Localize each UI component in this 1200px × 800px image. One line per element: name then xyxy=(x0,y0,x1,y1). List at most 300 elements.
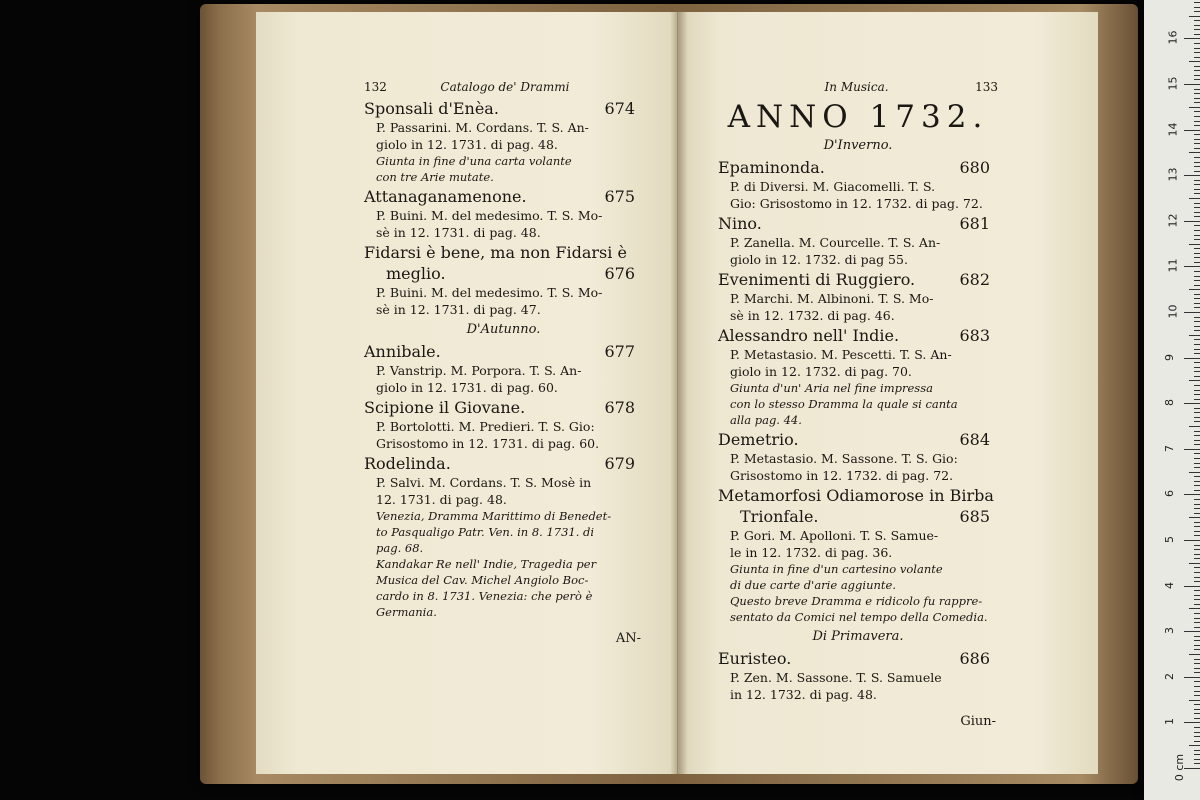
catalog-entry xyxy=(718,213,998,268)
entry-details: P. Metastasio. M. Pescetti. T. S. An- xyxy=(730,347,952,362)
entries-list xyxy=(364,98,643,318)
ruler-tick xyxy=(1194,695,1200,696)
ruler-tick xyxy=(1194,230,1200,231)
entry-title-row xyxy=(718,485,998,506)
entry-note: Germania. xyxy=(376,605,437,619)
ruler-tick xyxy=(1194,595,1200,596)
ruler-tick xyxy=(1194,431,1200,432)
ruler-tick xyxy=(1189,335,1200,336)
ruler-tick xyxy=(1194,499,1200,500)
entry-title: Alessandro nell' Indie. xyxy=(718,326,900,345)
ruler-tick xyxy=(1189,198,1200,199)
entry-details: P. Zanella. M. Courcelle. T. S. An- xyxy=(730,235,941,250)
ruler-tick xyxy=(1194,458,1200,459)
ruler-tick xyxy=(1194,303,1200,304)
entry-note: sentato da Comici nel tempo della Comedia. xyxy=(730,610,988,624)
ruler-tick xyxy=(1194,294,1200,295)
entry-details: giolo in 12. 1731. di pag. 60. xyxy=(376,380,558,395)
entry-title-cont: meglio. xyxy=(386,264,446,283)
catalog-entry xyxy=(718,157,998,212)
ruler-label: 0 cm xyxy=(1173,753,1187,782)
ruler-label: 15 xyxy=(1166,76,1180,91)
entry-note: di due carte d'arie aggiunte. xyxy=(730,578,896,592)
entry-note: Venezia, Dramma Marittimo di Benedet- xyxy=(376,509,612,523)
ruler-tick xyxy=(1194,668,1200,669)
season-heading: D'Inverno. xyxy=(823,138,893,153)
page-number: 132 xyxy=(364,80,387,94)
ruler-tick xyxy=(1184,677,1200,678)
ruler-tick xyxy=(1194,280,1200,281)
ruler-label: 16 xyxy=(1166,30,1180,45)
ruler-tick xyxy=(1194,444,1200,445)
entry-details: le in 12. 1732. di pag. 36. xyxy=(730,545,893,560)
ruler-tick xyxy=(1194,43,1200,44)
ruler-tick xyxy=(1194,526,1200,527)
entry-note: Giunta in fine d'un cartesino volante xyxy=(730,562,943,576)
catalog-entry xyxy=(718,269,998,324)
ruler-tick xyxy=(1194,79,1200,80)
ruler-tick xyxy=(1194,659,1200,660)
ruler-tick xyxy=(1194,476,1200,477)
ruler-tick xyxy=(1194,713,1200,714)
ruler-tick xyxy=(1194,162,1200,163)
ruler-tick xyxy=(1189,16,1200,17)
ruler-tick xyxy=(1184,312,1200,313)
ruler-tick xyxy=(1194,166,1200,167)
entry-number: 683 xyxy=(959,326,990,345)
ruler-tick xyxy=(1184,266,1200,267)
ruler-tick xyxy=(1194,157,1200,158)
entry-details: Grisostomo in 12. 1732. di pag. 72. xyxy=(730,468,954,483)
ruler-tick xyxy=(1194,125,1200,126)
ruler-tick xyxy=(1194,577,1200,578)
ruler-tick xyxy=(1194,7,1200,8)
ruler-tick xyxy=(1194,394,1200,395)
entry-title-continued xyxy=(364,263,643,284)
entry-number: 681 xyxy=(959,214,990,233)
ruler-tick xyxy=(1194,121,1200,122)
ruler-label: 7 xyxy=(1163,444,1176,452)
entry-title-cont: Trionfale. xyxy=(740,507,819,526)
ruler-tick xyxy=(1194,709,1200,710)
ruler-tick xyxy=(1194,11,1200,12)
catalog-entry xyxy=(718,485,998,625)
ruler-tick xyxy=(1194,189,1200,190)
ruler-tick xyxy=(1189,289,1200,290)
ruler-tick xyxy=(1194,143,1200,144)
entry-title: Nino. xyxy=(718,214,762,233)
ruler-tick xyxy=(1194,271,1200,272)
entry-details: giolo in 12. 1732. di pag. 70. xyxy=(730,364,912,379)
ruler-tick xyxy=(1194,613,1200,614)
entry-details: P. Buini. M. del medesimo. T. S. Mo- xyxy=(376,285,603,300)
ruler-tick xyxy=(1194,435,1200,436)
entry-details: P. Buini. M. del medesimo. T. S. Mo- xyxy=(376,208,603,223)
entry-title-row xyxy=(364,186,643,207)
ruler-tick xyxy=(1189,608,1200,609)
entry-details: sè in 12. 1732. di pag. 46. xyxy=(730,308,895,323)
ruler-tick xyxy=(1194,339,1200,340)
ruler-tick xyxy=(1194,66,1200,67)
ruler-tick xyxy=(1194,408,1200,409)
ruler-tick xyxy=(1194,504,1200,505)
entry-note: con lo stesso Dramma la quale si canta xyxy=(730,397,958,411)
entry-title: Scipione il Giovane. xyxy=(364,398,526,417)
ruler-tick xyxy=(1194,25,1200,26)
entry-title: Attanaganamenone. xyxy=(364,187,527,206)
entry-title-row xyxy=(718,157,998,178)
ruler-tick xyxy=(1189,745,1200,746)
ruler-tick xyxy=(1194,572,1200,573)
entry-title: Euristeo. xyxy=(718,649,792,668)
entry-title: Rodelinda. xyxy=(364,454,451,473)
ruler-tick xyxy=(1184,494,1200,495)
ruler-tick xyxy=(1184,38,1200,39)
running-title: In Musica. xyxy=(824,80,889,94)
ruler-tick xyxy=(1194,134,1200,135)
entry-note: Giunta d'un' Aria nel fine impressa xyxy=(730,381,933,395)
entry-number: 686 xyxy=(959,649,990,668)
ruler-tick xyxy=(1189,517,1200,518)
ruler-tick xyxy=(1189,152,1200,153)
entry-title-row xyxy=(718,429,998,450)
ruler-tick xyxy=(1194,531,1200,532)
entry-note: pag. 68. xyxy=(376,541,424,555)
ruler-tick xyxy=(1194,139,1200,140)
entry-note: Giunta in fine d'una carta volante xyxy=(376,154,572,168)
entry-details: P. Metastasio. M. Sassone. T. S. Gio: xyxy=(730,451,958,466)
ruler-tick xyxy=(1189,654,1200,655)
ruler-tick xyxy=(1189,700,1200,701)
catalog-entry xyxy=(718,429,998,484)
ruler-tick xyxy=(1194,750,1200,751)
ruler-label: 13 xyxy=(1166,167,1180,182)
entry-details: P. Passarini. M. Cordans. T. S. An- xyxy=(376,120,589,135)
entry-details: P. Salvi. M. Cordans. T. S. Mosè in xyxy=(376,475,592,490)
ruler-tick xyxy=(1194,171,1200,172)
running-title: Catalogo de' Drammi xyxy=(440,80,570,94)
ruler-tick xyxy=(1194,307,1200,308)
entries-list xyxy=(364,341,643,620)
ruler-tick xyxy=(1194,599,1200,600)
ruler-tick xyxy=(1194,686,1200,687)
entry-details: sè in 12. 1731. di pag. 47. xyxy=(376,302,541,317)
ruler-tick xyxy=(1194,321,1200,322)
entry-note: to Pasqualigo Patr. Ven. in 8. 1731. di xyxy=(376,525,595,539)
entry-title: Sponsali d'Enèa. xyxy=(364,99,499,118)
ruler-tick xyxy=(1184,358,1200,359)
ruler-tick xyxy=(1194,116,1200,117)
ruler-tick xyxy=(1194,70,1200,71)
entry-number: 674 xyxy=(604,99,635,118)
ruler-tick xyxy=(1189,472,1200,473)
entry-number: 675 xyxy=(604,187,635,206)
ruler-tick xyxy=(1194,649,1200,650)
ruler-tick xyxy=(1184,221,1200,222)
entry-number: 679 xyxy=(604,454,635,473)
ruler-tick xyxy=(1194,262,1200,263)
ruler-tick xyxy=(1194,20,1200,21)
ruler-tick xyxy=(1194,225,1200,226)
entry-details: P. Gori. M. Apolloni. T. S. Samue- xyxy=(730,528,939,543)
ruler-tick xyxy=(1194,604,1200,605)
ruler-tick xyxy=(1194,421,1200,422)
ruler-tick xyxy=(1194,663,1200,664)
entry-number: 676 xyxy=(604,264,635,283)
ruler-tick xyxy=(1194,513,1200,514)
ruler-tick xyxy=(1184,722,1200,723)
entry-title-row xyxy=(718,213,998,234)
catalog-entry xyxy=(364,397,643,452)
entry-details: P. Marchi. M. Albinoni. T. S. Mo- xyxy=(730,291,934,306)
page-header xyxy=(364,80,643,98)
catalog-entry xyxy=(364,186,643,241)
entry-number: 680 xyxy=(959,158,990,177)
ruler-tick xyxy=(1194,248,1200,249)
ruler-tick xyxy=(1194,704,1200,705)
ruler-tick xyxy=(1184,631,1200,632)
entry-number: 678 xyxy=(604,398,635,417)
ruler-tick xyxy=(1194,93,1200,94)
entry-title-row xyxy=(718,648,998,669)
season-heading: Di Primavera. xyxy=(812,629,904,644)
entry-title-continued xyxy=(718,506,998,527)
ruler-tick xyxy=(1194,257,1200,258)
ruler-tick xyxy=(1194,645,1200,646)
ruler-tick xyxy=(1194,622,1200,623)
catalog-entry xyxy=(364,242,643,318)
ruler-tick xyxy=(1194,29,1200,30)
entry-note: con tre Arie mutate. xyxy=(376,170,494,184)
ruler-tick xyxy=(1194,754,1200,755)
ruler-tick xyxy=(1194,399,1200,400)
ruler-tick xyxy=(1194,317,1200,318)
ruler-label: 10 xyxy=(1166,304,1180,319)
entry-title-row xyxy=(718,325,998,346)
entry-details: 12. 1731. di pag. 48. xyxy=(376,492,507,507)
ruler-tick xyxy=(1194,691,1200,692)
entry-details: giolo in 12. 1731. di pag. 48. xyxy=(376,137,558,152)
ruler-tick xyxy=(1194,759,1200,760)
ruler-tick xyxy=(1194,558,1200,559)
ruler-tick xyxy=(1194,98,1200,99)
ruler-tick xyxy=(1194,148,1200,149)
entry-details: Gio: Grisostomo in 12. 1732. di pag. 72. xyxy=(730,196,983,211)
ruler-tick xyxy=(1194,371,1200,372)
entry-note: Questo breve Dramma e ridicolo fu rappre- xyxy=(730,594,983,608)
ruler-tick xyxy=(1194,481,1200,482)
ruler-tick xyxy=(1194,412,1200,413)
entry-details: sè in 12. 1731. di pag. 48. xyxy=(376,225,541,240)
ruler-label: 6 xyxy=(1163,490,1176,498)
ruler-tick xyxy=(1194,102,1200,103)
ruler-tick xyxy=(1194,285,1200,286)
ruler-tick xyxy=(1194,184,1200,185)
catchword: AN- xyxy=(615,631,641,646)
ruler-tick xyxy=(1194,326,1200,327)
entry-number: 682 xyxy=(959,270,990,289)
year-heading: ANNO 1732. xyxy=(727,99,989,135)
entry-title-row xyxy=(718,269,998,290)
entry-note: Musica del Cav. Michel Angiolo Boc- xyxy=(376,573,589,587)
ruler-tick xyxy=(1194,627,1200,628)
open-book xyxy=(200,4,1138,784)
entries-list xyxy=(718,648,998,703)
ruler-tick xyxy=(1194,180,1200,181)
entry-title: Demetrio. xyxy=(718,430,799,449)
catalog-entry xyxy=(718,648,998,703)
ruler-tick xyxy=(1194,736,1200,737)
entry-title: Evenimenti di Ruggiero. xyxy=(718,270,916,289)
ruler-tick xyxy=(1184,540,1200,541)
ruler-label: 14 xyxy=(1166,122,1180,137)
ruler-tick xyxy=(1194,535,1200,536)
ruler-tick xyxy=(1194,590,1200,591)
ruler-label: 12 xyxy=(1166,213,1180,228)
left-page xyxy=(256,12,678,774)
entry-number: 685 xyxy=(959,507,990,526)
ruler-tick xyxy=(1194,522,1200,523)
entry-details: Grisostomo in 12. 1731. di pag. 60. xyxy=(376,436,600,451)
entry-title-row xyxy=(364,341,643,362)
ruler-tick xyxy=(1189,563,1200,564)
ruler-tick xyxy=(1194,636,1200,637)
ruler-tick xyxy=(1194,763,1200,764)
ruler-label: 2 xyxy=(1163,672,1176,680)
ruler-tick xyxy=(1184,768,1200,769)
ruler-tick xyxy=(1194,353,1200,354)
ruler-tick xyxy=(1194,417,1200,418)
ruler-tick xyxy=(1194,344,1200,345)
ruler-tick xyxy=(1194,467,1200,468)
ruler-tick xyxy=(1194,385,1200,386)
ruler-tick xyxy=(1184,449,1200,450)
entry-details: P. Vanstrip. M. Porpora. T. S. An- xyxy=(376,363,582,378)
entry-title: Fidarsi è bene, ma non Fidarsi è xyxy=(364,243,627,262)
ruler-tick xyxy=(1194,330,1200,331)
ruler-tick xyxy=(1184,84,1200,85)
entry-title: Epaminonda. xyxy=(718,158,825,177)
ruler-tick xyxy=(1194,732,1200,733)
ruler-tick xyxy=(1184,130,1200,131)
ruler-label: 9 xyxy=(1163,353,1176,361)
ruler-tick xyxy=(1194,111,1200,112)
ruler-tick xyxy=(1189,107,1200,108)
entry-title-row xyxy=(364,397,643,418)
ruler-tick xyxy=(1194,567,1200,568)
entry-note: Kandakar Re nell' Indie, Tragedia per xyxy=(376,557,597,571)
ruler-tick xyxy=(1194,463,1200,464)
ruler-tick xyxy=(1189,380,1200,381)
catalog-entry xyxy=(364,453,643,620)
entry-details: in 12. 1732. di pag. 48. xyxy=(730,687,877,702)
ruler-tick xyxy=(1194,549,1200,550)
ruler-tick xyxy=(1194,212,1200,213)
ruler-tick xyxy=(1194,239,1200,240)
ruler-tick xyxy=(1194,618,1200,619)
entry-note: alla pag. 44. xyxy=(730,413,802,427)
ruler-tick xyxy=(1194,298,1200,299)
ruler-tick xyxy=(1184,175,1200,176)
ruler-tick xyxy=(1194,376,1200,377)
ruler-tick xyxy=(1194,367,1200,368)
season-heading: D'Autunno. xyxy=(466,322,541,337)
ruler-tick xyxy=(1194,681,1200,682)
entries-list xyxy=(718,157,998,625)
ruler-tick xyxy=(1194,440,1200,441)
ruler-tick xyxy=(1194,48,1200,49)
measuring-ruler xyxy=(1144,0,1200,800)
ruler-tick xyxy=(1194,235,1200,236)
entry-title: Metamorfosi Odiamorose in Birba xyxy=(718,486,994,505)
ruler-tick xyxy=(1194,276,1200,277)
ruler-tick xyxy=(1194,640,1200,641)
entry-title-row xyxy=(364,242,643,263)
catalog-entry xyxy=(364,98,643,185)
ruler-tick xyxy=(1194,490,1200,491)
ruler-tick xyxy=(1194,390,1200,391)
ruler-tick xyxy=(1194,216,1200,217)
ruler-label: 5 xyxy=(1163,536,1176,543)
page-header xyxy=(718,80,998,98)
ruler-tick xyxy=(1194,718,1200,719)
ruler-tick xyxy=(1194,545,1200,546)
ruler-label: 1 xyxy=(1163,718,1176,726)
ruler-tick xyxy=(1189,426,1200,427)
ruler-tick xyxy=(1189,61,1200,62)
ruler-tick xyxy=(1194,508,1200,509)
entry-number: 684 xyxy=(959,430,990,449)
entry-title-row xyxy=(364,453,643,474)
ruler-tick xyxy=(1184,403,1200,404)
ruler-label: 8 xyxy=(1163,399,1176,407)
entry-details: P. Zen. M. Sassone. T. S. Samuele xyxy=(730,670,942,685)
ruler-tick xyxy=(1194,52,1200,53)
ruler-tick xyxy=(1194,581,1200,582)
entry-note: cardo in 8. 1731. Venezia: che però è xyxy=(376,589,593,603)
ruler-tick xyxy=(1184,586,1200,587)
ruler-tick xyxy=(1194,554,1200,555)
entry-title-row xyxy=(364,98,643,119)
ruler-tick xyxy=(1194,2,1200,3)
ruler-tick xyxy=(1194,89,1200,90)
page-number: 133 xyxy=(975,80,998,94)
catchword: Giun- xyxy=(960,714,996,729)
ruler-tick xyxy=(1194,485,1200,486)
entry-details: P. Bortolotti. M. Predieri. T. S. Gio: xyxy=(376,419,595,434)
ruler-tick xyxy=(1194,75,1200,76)
entry-details: P. di Diversi. M. Giacomelli. T. S. xyxy=(730,179,936,194)
catalog-entry xyxy=(718,325,998,428)
ruler-tick xyxy=(1194,193,1200,194)
ruler-tick xyxy=(1194,727,1200,728)
ruler-label: 3 xyxy=(1163,627,1176,635)
entry-details: giolo in 12. 1732. di pag 55. xyxy=(730,252,908,267)
entry-title: Annibale. xyxy=(364,342,441,361)
ruler-tick xyxy=(1194,253,1200,254)
right-page xyxy=(678,12,1098,774)
entry-number: 677 xyxy=(604,342,635,361)
ruler-tick xyxy=(1194,362,1200,363)
ruler-tick xyxy=(1194,203,1200,204)
ruler-tick xyxy=(1194,207,1200,208)
ruler-tick xyxy=(1189,244,1200,245)
ruler-tick xyxy=(1194,57,1200,58)
ruler-tick xyxy=(1194,741,1200,742)
ruler-tick xyxy=(1194,349,1200,350)
ruler-label: 4 xyxy=(1163,581,1176,589)
ruler-tick xyxy=(1194,453,1200,454)
